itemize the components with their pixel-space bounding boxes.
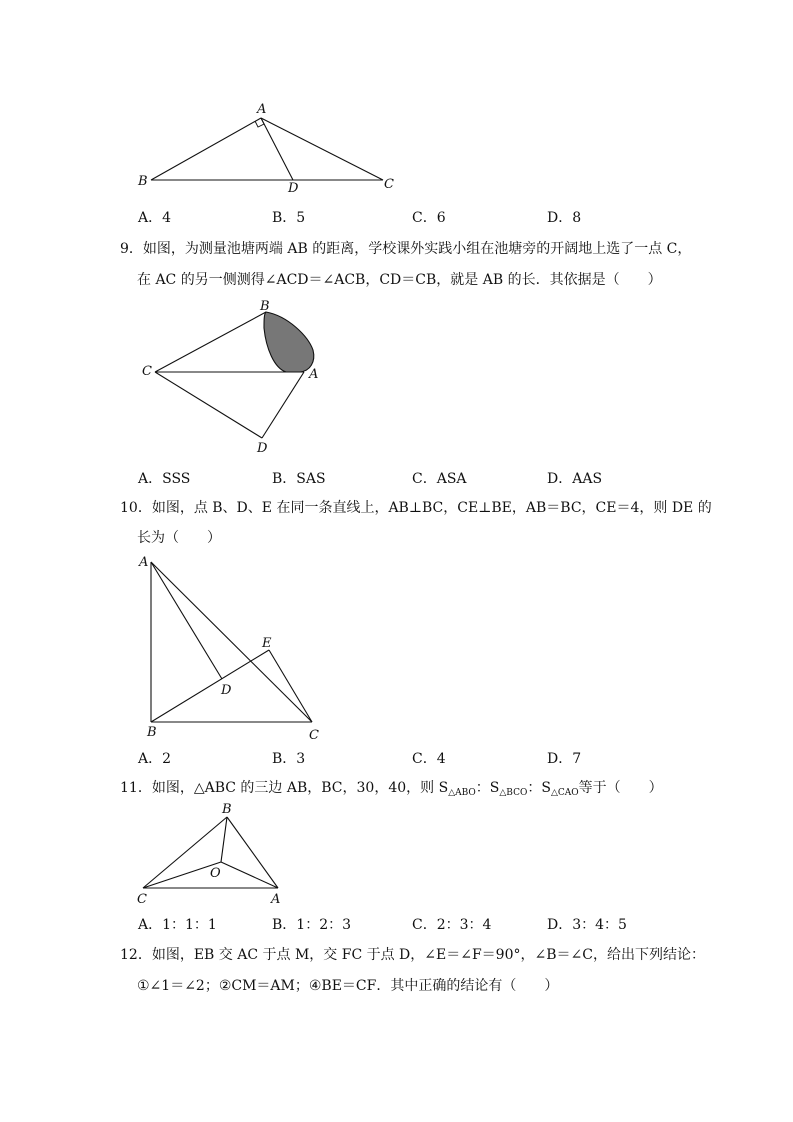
- q9-option-a[interactable]: A．SSS: [138, 471, 191, 487]
- segment-ba: [227, 817, 278, 888]
- label-c: C: [142, 364, 152, 379]
- q12-text-line2: ①∠1＝∠2；②CM＝AM；④BE＝CF．其中正确的结论有（ ）: [137, 978, 559, 994]
- label-a: A: [309, 367, 319, 382]
- label-d: D: [221, 683, 232, 698]
- q10-figure: [135, 552, 335, 747]
- q12-text-line1: 12．如图，EB 交 AC 于点 M，交 FC 于点 D，∠E＝∠F＝90°，∠B＝∠C，给出下列结论：: [120, 947, 705, 963]
- segment-bo: [221, 817, 227, 862]
- segment-be: [151, 650, 269, 722]
- q11-option-c[interactable]: C．2：3：4: [412, 917, 492, 933]
- q11-prefix: 11．如图，△ABC 的三边 AB，BC，30，40，则 S: [120, 780, 449, 796]
- q9-text-line2: 在 AC 的另一侧测得∠ACD＝∠ACB，CD＝CB，就是 AB 的长．其依据是（ ）: [137, 272, 662, 288]
- q10-text-line1: 10．如图，点 B、D、E 在同一条直线上，AB⊥BC，CE⊥BE，AB＝BC，CE＝4，则 DE 的: [120, 500, 712, 516]
- q9-option-d[interactable]: D．AAS: [547, 471, 603, 487]
- q11-sep1: ：S: [475, 780, 500, 796]
- q9-figure: [138, 298, 338, 458]
- q11-sub-bco: △BCO: [499, 788, 528, 798]
- label-c: C: [384, 177, 394, 192]
- segment-cb: [155, 312, 266, 372]
- label-b: B: [138, 174, 148, 189]
- segment-ac: [151, 562, 312, 722]
- label-d: D: [257, 441, 268, 456]
- q11-option-b[interactable]: B．1：2：3: [272, 917, 352, 933]
- q11-sub-cao: △CAO: [550, 788, 579, 798]
- label-o: O: [210, 866, 221, 881]
- q11-figure: [133, 800, 293, 908]
- label-c: C: [309, 728, 319, 743]
- segment-ac: [261, 118, 383, 180]
- label-d: D: [288, 181, 299, 196]
- pond-shape: [264, 312, 314, 372]
- segment-ao: [221, 862, 278, 888]
- q11-option-a[interactable]: A．1：1：1: [138, 917, 217, 933]
- q9-option-c[interactable]: C．ASA: [412, 471, 467, 487]
- segment-ad: [261, 118, 293, 180]
- label-e: E: [262, 636, 272, 651]
- label-a: A: [271, 892, 281, 907]
- q9-option-b[interactable]: B．SAS: [272, 471, 326, 487]
- q11-option-d[interactable]: D．3：4：5: [547, 917, 627, 933]
- label-a: A: [257, 102, 267, 117]
- segment-da: [262, 372, 304, 438]
- q8-option-b[interactable]: B．5: [272, 210, 306, 226]
- segment-ab: [151, 118, 261, 180]
- q8-option-a[interactable]: A．4: [138, 210, 172, 226]
- q8-option-d[interactable]: D．8: [547, 210, 582, 226]
- q11-sep2: ：S: [527, 780, 551, 796]
- q10-option-d[interactable]: D．7: [547, 751, 582, 767]
- label-b: B: [147, 725, 157, 740]
- label-b: B: [260, 299, 270, 314]
- label-a: A: [139, 555, 149, 570]
- q8-figure: [130, 100, 410, 195]
- segment-ad: [151, 562, 222, 679]
- segment-cd: [155, 372, 262, 438]
- q11-suffix: 等于（ ）: [578, 780, 663, 796]
- label-b: B: [222, 802, 232, 817]
- q8-option-c[interactable]: C．6: [412, 210, 446, 226]
- q11-sub-abo: △ABO: [448, 788, 476, 798]
- q10-text-line2: 长为（ ）: [137, 530, 221, 546]
- label-c: C: [137, 892, 147, 907]
- q10-option-b[interactable]: B．3: [272, 751, 306, 767]
- q9-text-line1: 9．如图，为测量池塘两端 AB 的距离，学校课外实践小组在池塘旁的开阔地上选了一点 C，: [120, 241, 692, 257]
- q10-option-c[interactable]: C．4: [412, 751, 446, 767]
- q10-option-a[interactable]: A．2: [138, 751, 172, 767]
